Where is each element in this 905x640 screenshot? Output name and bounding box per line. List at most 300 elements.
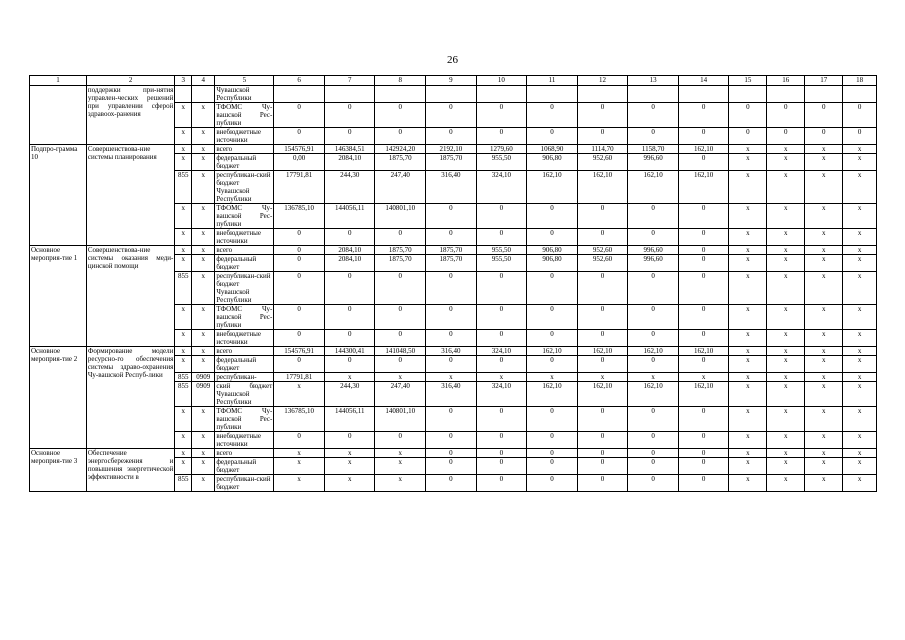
value-cell: 0: [324, 272, 375, 305]
value-cell: 2084,10: [324, 154, 375, 171]
value-cell: 0: [805, 128, 843, 145]
value-cell: [274, 86, 325, 103]
value-cell: x: [843, 246, 877, 255]
section-code-cell: x: [192, 449, 215, 458]
value-cell: 0: [678, 356, 729, 373]
value-cell: 0: [274, 246, 325, 255]
program-name-cell: [30, 86, 87, 145]
value-cell: 0: [577, 103, 628, 128]
section-code-cell: x: [192, 246, 215, 255]
value-cell: 0: [274, 432, 325, 449]
value-cell: 0: [527, 356, 578, 373]
value-cell: 0: [324, 229, 375, 246]
value-cell: x: [767, 145, 805, 154]
value-cell: 0: [628, 229, 679, 246]
funding-source-cell: всего: [215, 246, 274, 255]
value-cell: 1875,70: [375, 154, 426, 171]
grbs-code-cell: 855: [175, 272, 192, 305]
value-cell: x: [843, 458, 877, 475]
value-cell: 0,00: [274, 154, 325, 171]
section-code-cell: x: [192, 475, 215, 492]
value-cell: x: [767, 373, 805, 382]
value-cell: [678, 86, 729, 103]
grbs-code-cell: x: [175, 458, 192, 475]
grbs-code-cell: x: [175, 407, 192, 432]
funding-source-cell: республикан-ский бюджет Чувашской Республики: [215, 272, 274, 305]
value-cell: 0: [527, 229, 578, 246]
value-cell: 0: [274, 272, 325, 305]
value-cell: 162,10: [527, 347, 578, 356]
value-cell: x: [767, 305, 805, 330]
value-cell: 154576,91: [274, 145, 325, 154]
value-cell: x: [805, 347, 843, 356]
value-cell: 0: [628, 356, 679, 373]
value-cell: x: [274, 475, 325, 492]
funding-source-cell: федеральный бюджет: [215, 154, 274, 171]
funding-source-cell: ТФОМС Чу-вашской Рес-публики: [216, 204, 273, 228]
value-cell: 0: [628, 432, 679, 449]
value-cell: x: [843, 255, 877, 272]
funding-source-cell: внебюджетные источники: [215, 128, 274, 145]
value-cell: 906,80: [527, 255, 578, 272]
grbs-code-cell: x: [175, 154, 192, 171]
value-cell: 0: [577, 330, 628, 347]
value-cell: x: [805, 356, 843, 373]
section-code-cell: x: [192, 432, 215, 449]
section-code-cell: x: [192, 272, 215, 305]
value-cell: 0: [729, 128, 767, 145]
value-cell: 0: [324, 305, 375, 330]
value-cell: 0: [476, 432, 527, 449]
value-cell: 1875,70: [375, 246, 426, 255]
table-row: [30, 449, 877, 458]
value-cell: x: [843, 145, 877, 154]
value-cell: 0: [426, 475, 477, 492]
value-cell: x: [767, 255, 805, 272]
table-row: [30, 347, 877, 356]
value-cell: 955,50: [476, 246, 527, 255]
value-cell: 2192,10: [426, 145, 477, 154]
value-cell: x: [729, 432, 767, 449]
value-cell: 0: [628, 475, 679, 492]
value-cell: 0: [577, 458, 628, 475]
column-header: 10: [476, 76, 527, 86]
value-cell: 0: [324, 330, 375, 347]
value-cell: [375, 86, 426, 103]
value-cell: x: [805, 204, 843, 229]
value-cell: x: [843, 347, 877, 356]
value-cell: 154576,91: [274, 347, 325, 356]
value-cell: x: [767, 246, 805, 255]
value-cell: 0: [324, 356, 375, 373]
value-cell: 0: [426, 458, 477, 475]
value-cell: 0: [628, 272, 679, 305]
value-cell: 0: [678, 229, 729, 246]
grbs-code-cell: x: [175, 305, 192, 330]
value-cell: x: [426, 373, 477, 382]
value-cell: 0: [767, 128, 805, 145]
value-cell: x: [729, 475, 767, 492]
value-cell: x: [729, 449, 767, 458]
grbs-code-cell: 855: [175, 382, 192, 407]
value-cell: x: [476, 373, 527, 382]
value-cell: 162,10: [678, 171, 729, 204]
value-cell: 0: [678, 407, 729, 432]
value-cell: 324,10: [476, 171, 527, 204]
value-cell: x: [843, 272, 877, 305]
value-cell: 316,40: [426, 382, 477, 407]
section-code-cell: x: [192, 154, 215, 171]
value-cell: 0: [678, 272, 729, 305]
value-cell: x: [843, 204, 877, 229]
value-cell: 0: [678, 204, 729, 229]
value-cell: 247,40: [375, 171, 426, 204]
value-cell: 0: [527, 449, 578, 458]
column-header: 7: [324, 76, 375, 86]
program-title-cell: Формирование модели ресурсно-го обеспечения системы здраво-охранения Чу-вашской Респуб-лики: [86, 347, 174, 449]
value-cell: x: [375, 475, 426, 492]
value-cell: 0: [426, 272, 477, 305]
column-header: 8: [375, 76, 426, 86]
value-cell: x: [805, 145, 843, 154]
value-cell: x: [805, 171, 843, 204]
value-cell: 0: [678, 255, 729, 272]
value-cell: 0: [527, 103, 578, 128]
funding-source-cell: всего: [215, 449, 274, 458]
value-cell: 1875,70: [426, 255, 477, 272]
column-header: 1: [30, 76, 87, 86]
value-cell: 162,10: [678, 382, 729, 407]
value-cell: x: [843, 305, 877, 330]
value-cell: 0: [324, 103, 375, 128]
value-cell: 0: [375, 103, 426, 128]
funding-source-cell: внебюджетные источники: [215, 330, 274, 347]
grbs-code-cell: x: [175, 229, 192, 246]
funding-source-cell: федеральный бюджет: [215, 356, 274, 373]
value-cell: 0: [375, 305, 426, 330]
value-cell: 906,80: [527, 246, 578, 255]
value-cell: 952,60: [577, 246, 628, 255]
value-cell: 0: [678, 246, 729, 255]
funding-source-cell: всего: [215, 145, 274, 154]
value-cell: 0: [577, 229, 628, 246]
value-cell: 0: [426, 103, 477, 128]
value-cell: 996,60: [628, 246, 679, 255]
value-cell: 952,60: [577, 255, 628, 272]
value-cell: 162,10: [577, 347, 628, 356]
funding-source-cell: ТФОМС Чу-вашской Рес-публики: [216, 103, 273, 127]
value-cell: 0: [375, 356, 426, 373]
value-cell: x: [729, 347, 767, 356]
value-cell: 0: [577, 305, 628, 330]
grbs-code-cell: [175, 86, 192, 103]
value-cell: 144056,11: [324, 204, 375, 229]
value-cell: 324,10: [476, 347, 527, 356]
value-cell: 0: [476, 272, 527, 305]
value-cell: x: [843, 373, 877, 382]
column-header: 16: [767, 76, 805, 86]
value-cell: [729, 86, 767, 103]
program-name-cell: Основное мероприя-тие 1: [30, 246, 87, 347]
value-cell: x: [767, 272, 805, 305]
value-cell: [476, 86, 527, 103]
value-cell: x: [805, 305, 843, 330]
value-cell: 0: [577, 449, 628, 458]
value-cell: x: [729, 204, 767, 229]
value-cell: x: [843, 449, 877, 458]
value-cell: 1158,70: [628, 145, 679, 154]
value-cell: x: [729, 272, 767, 305]
value-cell: 162,10: [577, 171, 628, 204]
value-cell: 0: [375, 272, 426, 305]
value-cell: 0: [426, 407, 477, 432]
section-code-cell: 0909: [192, 382, 215, 407]
value-cell: 1875,70: [426, 154, 477, 171]
program-name-cell: Основное мероприя-тие 2: [30, 347, 87, 449]
funding-source-cell: ский бюджет Чувашской Республики: [216, 382, 273, 406]
value-cell: x: [628, 373, 679, 382]
value-cell: 0: [628, 330, 679, 347]
value-cell: 1875,70: [426, 246, 477, 255]
value-cell: 0: [628, 407, 679, 432]
column-header: 4: [192, 76, 215, 86]
table-row: [30, 145, 877, 154]
grbs-code-cell: x: [175, 347, 192, 356]
value-cell: 996,60: [628, 154, 679, 171]
value-cell: 0: [628, 103, 679, 128]
value-cell: [767, 86, 805, 103]
value-cell: x: [729, 382, 767, 407]
value-cell: 140801,10: [375, 407, 426, 432]
value-cell: 955,50: [476, 255, 527, 272]
value-cell: 324,10: [476, 382, 527, 407]
value-cell: x: [767, 171, 805, 204]
funding-source-cell: всего: [215, 347, 274, 356]
table-row: [30, 246, 877, 255]
value-cell: x: [274, 458, 325, 475]
value-cell: 0: [476, 330, 527, 347]
value-cell: [805, 86, 843, 103]
value-cell: 0: [628, 305, 679, 330]
value-cell: x: [843, 356, 877, 373]
value-cell: 162,10: [527, 171, 578, 204]
program-title-cell: Обеспечение энергосбережения и повышения энергетической эффективности в: [86, 449, 174, 492]
value-cell: x: [805, 407, 843, 432]
section-code-cell: 0909: [192, 373, 215, 382]
value-cell: x: [767, 229, 805, 246]
value-cell: x: [729, 373, 767, 382]
value-cell: 316,40: [426, 171, 477, 204]
value-cell: 0: [274, 229, 325, 246]
grbs-code-cell: x: [175, 246, 192, 255]
value-cell: 144056,11: [324, 407, 375, 432]
funding-source-cell: ТФОМС Чу-вашской Рес-публики: [216, 407, 273, 431]
value-cell: 136785,10: [274, 204, 325, 229]
value-cell: 1068,90: [527, 145, 578, 154]
value-cell: 141048,50: [375, 347, 426, 356]
value-cell: 0: [678, 475, 729, 492]
value-cell: x: [729, 407, 767, 432]
value-cell: 0: [476, 475, 527, 492]
value-cell: x: [729, 171, 767, 204]
grbs-code-cell: x: [175, 204, 192, 229]
value-cell: x: [729, 330, 767, 347]
value-cell: 1875,70: [375, 255, 426, 272]
column-header: 13: [628, 76, 679, 86]
funding-source-cell: республикан-ский бюджет: [215, 475, 274, 492]
value-cell: 0: [274, 356, 325, 373]
value-cell: x: [805, 246, 843, 255]
value-cell: 162,10: [527, 382, 578, 407]
section-code-cell: x: [192, 145, 215, 154]
value-cell: 0: [527, 458, 578, 475]
value-cell: 162,10: [628, 382, 679, 407]
value-cell: 142924,20: [375, 145, 426, 154]
value-cell: 17791,81: [274, 373, 325, 382]
value-cell: 1114,70: [577, 145, 628, 154]
value-cell: x: [805, 475, 843, 492]
value-cell: 244,30: [324, 171, 375, 204]
value-cell: 0: [476, 458, 527, 475]
section-code-cell: x: [192, 128, 215, 145]
value-cell: x: [843, 475, 877, 492]
value-cell: x: [767, 356, 805, 373]
value-cell: 952,60: [577, 154, 628, 171]
grbs-code-cell: x: [175, 330, 192, 347]
value-cell: 0: [375, 432, 426, 449]
value-cell: x: [805, 432, 843, 449]
value-cell: 0: [476, 449, 527, 458]
value-cell: 0: [527, 432, 578, 449]
value-cell: 0: [577, 475, 628, 492]
grbs-code-cell: x: [175, 449, 192, 458]
value-cell: 0: [324, 128, 375, 145]
value-cell: 244,30: [324, 382, 375, 407]
grbs-code-cell: x: [175, 128, 192, 145]
value-cell: x: [805, 382, 843, 407]
column-header: 12: [577, 76, 628, 86]
value-cell: x: [843, 154, 877, 171]
value-cell: [426, 86, 477, 103]
budget-table: [29, 75, 877, 492]
value-cell: x: [805, 458, 843, 475]
value-cell: 140801,10: [375, 204, 426, 229]
value-cell: 0: [274, 305, 325, 330]
value-cell: 0: [527, 204, 578, 229]
value-cell: x: [324, 475, 375, 492]
value-cell: x: [805, 449, 843, 458]
funding-source-cell: федеральный бюджет: [215, 458, 274, 475]
value-cell: 0: [476, 305, 527, 330]
section-code-cell: x: [192, 229, 215, 246]
value-cell: 247,40: [375, 382, 426, 407]
grbs-code-cell: x: [175, 145, 192, 154]
value-cell: x: [843, 407, 877, 432]
value-cell: 955,50: [476, 154, 527, 171]
section-code-cell: x: [192, 255, 215, 272]
value-cell: x: [729, 154, 767, 171]
value-cell: x: [375, 373, 426, 382]
value-cell: 906,80: [527, 154, 578, 171]
value-cell: 0: [274, 330, 325, 347]
value-cell: 0: [527, 272, 578, 305]
value-cell: 0: [476, 407, 527, 432]
funding-source-cell: республикан-ский бюджет Чувашской Республики: [215, 171, 274, 204]
value-cell: x: [274, 449, 325, 458]
value-cell: x: [767, 407, 805, 432]
value-cell: x: [767, 449, 805, 458]
value-cell: 0: [678, 305, 729, 330]
column-header: 5: [215, 76, 274, 86]
column-header: 14: [678, 76, 729, 86]
value-cell: x: [767, 154, 805, 171]
value-cell: 0: [628, 458, 679, 475]
value-cell: 162,10: [678, 145, 729, 154]
value-cell: 0: [577, 272, 628, 305]
value-cell: 1279,60: [476, 145, 527, 154]
value-cell: 0: [527, 305, 578, 330]
value-cell: 2084,10: [324, 246, 375, 255]
value-cell: x: [767, 382, 805, 407]
value-cell: x: [274, 382, 325, 407]
grbs-code-cell: 855: [175, 171, 192, 204]
value-cell: 162,10: [628, 171, 679, 204]
value-cell: 0: [426, 356, 477, 373]
column-header: 17: [805, 76, 843, 86]
value-cell: x: [805, 330, 843, 347]
value-cell: 0: [375, 128, 426, 145]
column-header: 3: [175, 76, 192, 86]
value-cell: x: [324, 373, 375, 382]
value-cell: x: [678, 373, 729, 382]
section-code-cell: x: [192, 347, 215, 356]
column-header: 2: [86, 76, 174, 86]
value-cell: 0: [527, 407, 578, 432]
page-number: 26: [447, 54, 458, 66]
value-cell: 136785,10: [274, 407, 325, 432]
value-cell: x: [843, 330, 877, 347]
value-cell: 0: [628, 128, 679, 145]
value-cell: x: [805, 272, 843, 305]
funding-source-cell: федеральный бюджет: [215, 255, 274, 272]
value-cell: x: [729, 356, 767, 373]
value-cell: [628, 86, 679, 103]
value-cell: 0: [729, 103, 767, 128]
value-cell: 0: [476, 229, 527, 246]
grbs-code-cell: x: [175, 432, 192, 449]
grbs-code-cell: x: [175, 103, 192, 128]
funding-source-cell: республикан-: [215, 373, 274, 382]
value-cell: 0: [527, 128, 578, 145]
value-cell: 0: [426, 229, 477, 246]
program-title-cell: Совершенствова-ние системы планирования: [86, 145, 174, 246]
value-cell: x: [767, 475, 805, 492]
value-cell: x: [729, 305, 767, 330]
value-cell: 0: [678, 103, 729, 128]
value-cell: 0: [577, 128, 628, 145]
value-cell: 0: [274, 128, 325, 145]
program-name-cell: Подпро-грамма 10: [30, 145, 87, 246]
grbs-code-cell: x: [175, 356, 192, 373]
value-cell: x: [729, 255, 767, 272]
value-cell: x: [324, 449, 375, 458]
table-row: [30, 86, 877, 103]
value-cell: 0: [476, 356, 527, 373]
program-name-cell: Основное мероприя-тие 3: [30, 449, 87, 492]
value-cell: 144300,41: [324, 347, 375, 356]
value-cell: x: [805, 154, 843, 171]
value-cell: 0: [375, 229, 426, 246]
